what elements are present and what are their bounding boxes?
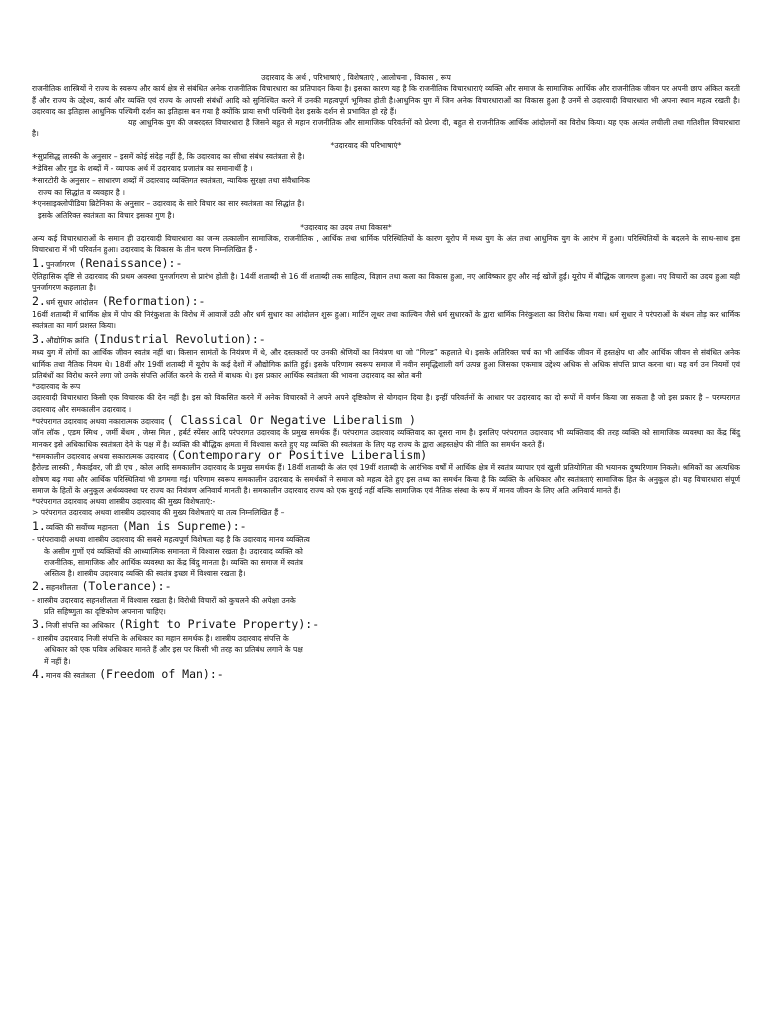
asterisk-icon: * <box>32 163 38 177</box>
asterisk-icon: * <box>32 151 38 165</box>
contemporary-body: हैरोल्ड लास्की , मैकाईवर, जी डी एच , कोल आदि समकालीन उदारवाद के प्रमुख समर्थक हैं। 18वीं शताब्दी के अंत एवं 19वीं शताब्दी के आरंभिक वर्षों में आर्थिक क्षेत्र में स्वतंत्र व्यापार एवं खुली प्रतियोगिता की भयानक दुष्परिणाम निकले। श्रमिकों का अत्यधिक शोषण बढ़ गया और आर्थिक परिस्थितियां भी डगमगा गई। परिणाम स्वरूप समकालीन उदारवाद के समर्थकों ने समाज को महत्व देते हुए इस तथ्य का समर्थन किया है कि व्यक्ति के अधिकार और स्वतंत्रताएं सामाजिक हित के अनुकूल हो। यह विचारधारा संपूर्ण समाज के हितों के अनुकूल अर्थव्यवस्था पर राज्य का नियंत्रण अनिवार्य मानती है। समकालीन उदारवाद राज्य को एक बुराई नहीं बल्कि सामाजिक एवं नैतिक संस्था के रूप में मानव जीवन के लिए अति अनिवार्य मानते हैं। <box>32 463 740 495</box>
feature-heading: 1.व्यक्ति की सर्वोच्च महानता (Man is Supreme):- <box>32 518 247 533</box>
stage-body: 16वीं शताब्दी में धार्मिक क्षेत्र में पोप की निरंकुशता के विरोध में आवाजें उठी और धर्म सुधार का आंदोलन शुरू हुआ। मार्टिन लूथर तथा काल्विन जैसे धर्म सुधारकों के द्वारा धार्मिक निरंकुशता का विरोध किया गया। धर्म सुधार ने परंपराओं के बंधन तोड़ कर धार्मिक स्वतंत्रता का मार्ग प्रशस्त किया। <box>32 310 740 331</box>
feature-line: - शास्त्रीय उदारवाद निजी संपत्ति के अधिकार का महान समर्थक है। शास्त्रीय उदारवाद संपत्ति के <box>32 633 289 643</box>
classical-body: जॉन लॉक , एडम स्मिथ , जर्मी बेंथम , जेम्स मिल , हर्बर्ट स्पेंसर आदि परंपरागत उदारवाद के प्रमुख समर्थक हैं। परंपरागत उदारवाद व्यक्तिवाद का दूसरा नाम है। इसलिए परंपरागत उदारवाद भी व्यक्तिवाद की तरह व्यक्ति को सामाजिक व्यवस्था का केंद्र बिंदु मानकर इसे अधिकाधिक स्वतंत्रता देने के पक्ष में है। व्यक्ति की बौद्धिक क्षमता में विश्वास करते हुए यह व्यक्ति की स्वतंत्रता के लिए यह राज्य के द्वारा अहस्तक्षेप की नीति का समर्थन करते हैं। <box>32 428 740 449</box>
features-heading: *परंपरागत उदारवाद अथवा शास्त्रीय उदारवाद की मुख्य विशेषताएं:- <box>32 497 216 507</box>
stage-section <box>32 333 740 381</box>
feature-line: प्रति सहिष्णुता का दृष्टिकोण अपनाना चाहिए। <box>44 607 166 617</box>
definitions-list <box>32 151 740 222</box>
feature-line: राजनीतिक, सामाजिक और आर्थिक व्यवस्था का केंद्र बिंदु मानता है। व्यक्ति का समाज में स्वतंत्र <box>44 557 303 567</box>
contemporary-heading: *समकालीन उदारवाद अथवा सकारात्मक उदारवाद (Contemporary or Positive Liberalism) <box>32 447 428 462</box>
definition-item: *डेविस और गुड के शब्दों में - व्यापक अर्थ में उदारवाद प्रजातंत्र का समानार्थी है । <box>32 163 253 177</box>
asterisk-icon: * <box>32 198 38 212</box>
feature-line: - परंपरावादी अथवा शास्त्रीय उदारवाद की सबसे महत्वपूर्ण विशेषता यह है कि उदारवाद मानव व्यक्तित्व <box>32 535 310 545</box>
forms-intro: उदारवादी विचारधारा किसी एक विचारक की देन नहीं है। इस को विकसित करने में अनेक विचारकों ने अपने अपने दृष्टिकोण से योगदान दिया है। इन्हीं परिवर्तनों के आधार पर उदारवाद का दो रूपों में वर्णन किया जा सकता है जो इस प्रकार है – परम्परागत उदारवाद और समकालीन उदारवाद । <box>32 393 740 414</box>
definition-continuation: राज्य का सिद्धांत व व्यवहार है । <box>38 188 126 198</box>
feature-section <box>32 520 740 580</box>
intro-paragraph-2: यह आधुनिक युग की जबरदस्त विचारधारा है जिसने बहुत से महान राजनीतिक और सामाजिक परिवर्तनों को प्रेरणा दी, बहुत से राजनीतिक आर्थिक आंदोलनों का विरोध किया। यह एक अत्यंत लचीली तथा गतिशील विचारधारा है। <box>32 118 740 139</box>
feature-heading: 4.मानव की स्वतंत्रता (Freedom of Man):- <box>32 666 224 681</box>
feature-line: - शास्त्रीय उदारवाद सहनशीलता में विश्वास रखता है। विरोधी विचारों को कुचलने की अपेक्षा उनके <box>32 595 296 605</box>
forms-heading: *उदारवाद के रूप <box>32 382 81 392</box>
intro-paragraph-1: राजनीतिक शास्त्रियों ने राज्य के स्वरूप और कार्य क्षेत्र से संबंधित अनेक राजनीतिक विचारधारा का प्रतिपादन किया है। इसका कारण यह है कि राजनीतिक विचारधाराएं व्यक्ति और समाज के सामाजिक आर्थिक और राजनीतिक जीवन पर अपनी छाप अंकित करती हैं और राज्य के उद्देश्य, कार्य और व्यक्ति एवं राज्य के आपसी संबंधों आदि को सुनिश्चित करने में उनकी महत्वपूर्ण भूमिका होती है।आधुनिक युग में जिन अनेक विचारधाराओं का विकास हुआ है उनमें से उदारवादी विचारधारा भी अपना स्थान महत्व रखती है। उदारवाद का इतिहास आधुनिक पश्चिमी दर्शन का इतिहास बन गया है क्योंकि प्रायः सभी पश्चिमी देश इसके दर्शन से प्रभावित हो रहे हैं। <box>32 84 741 116</box>
feature-section <box>32 668 740 683</box>
stage-body: मध्य युग में लोगों का आर्थिक जीवन स्वतंत्र नहीं था। किसान सामंतों के नियंत्रण में थे, और दस्तकारों पर उनकी श्रेणियों का नियंत्रण था जो “गिल्ड” कहलाते थे। इसके अतिरिक्त चर्च का भी आर्थिक जीवन में हस्तक्षेप था और आर्थिक जीवन से संबंधित अनेक धार्मिक तथा नैतिक नियम थे। 18वीं और 19वीं शताब्दी में यूरोप के कई देशों में औद्योगिक क्रांति हुई। इसके परिणाम स्वरूप समाज में नवीन समृद्धिशाली वर्ग उत्पन्न हुआ जिसका एकमात्र उद्देश्य अधिक से अधिक संपत्ति प्राप्त करना था। यह वर्ग उन नियमों एवं प्रतिबंधों का विरोध करने लगा जो उनके संपत्ति अर्जित करने के रास्ते में बाधक थे। इस प्रकार आर्थिक स्वतंत्रता की भावना उदारवाद का स्रोत बनी <box>32 348 740 380</box>
feature-heading: 3.निजी संपत्ति का अधिकार (Right to Private Property):- <box>32 617 320 632</box>
origin-intro: अन्य कई विचारधाराओं के समान ही उदारवादी विचारधारा का जन्म तत्कालीन सामाजिक, राजनीतिक , आर्थिक तथा धार्मिक परिस्थितियों के कारण यूरोप में मध्य युग के अंत तथा आधुनिक युग के आरंभ में हुआ। परिस्थितियों के बदलने के साथ-साथ इस विचारधारा में भी परिवर्तन हुआ। उदारवाद के विकास के तीन चरण निम्नलिखित हैं - <box>32 233 740 255</box>
classical-heading: *परंपरागत उदारवाद अथवा नकारात्मक उदारवाद ( Classical Or Negative Liberalism ) <box>32 413 416 428</box>
definition-continuation: इसके अतिरिक्त स्वतंत्रता का विचार इसका गुण है। <box>38 211 175 221</box>
feature-section <box>32 580 740 617</box>
stage-section <box>32 257 740 294</box>
stage-heading: 2.धर्म सुधार आंदोलन (Reformation):- <box>32 293 206 308</box>
feature-line: में नहीं है। <box>44 656 71 666</box>
definition-item: *सारटोरी के अनुसार – साधारण शब्दों में उदारवाद व्यक्तिगत स्वतंत्रता, न्यायिक सुरक्षा तथा संवैधानिक <box>32 175 310 189</box>
definitions-heading: *उदारवाद की परिभाषाएं* <box>330 140 402 150</box>
definition-item: *सुप्रसिद्ध लास्की के अनुसार – इसमें कोई संदेह नहीं है, कि उदारवाद का सीधा संबंध स्वतंत्रता से है। <box>32 151 305 165</box>
feature-section <box>32 618 740 666</box>
feature-line: अस्तित्व है। शास्त्रीय उदारवाद व्यक्ति की स्वतंत्र इच्छा में विश्वास रखता है। <box>44 569 246 579</box>
feature-line: के असीम गुणों एवं व्यक्तियों की आध्यात्मिक समानता में विश्वास रखता है। उदारवाद व्यक्ति को <box>44 546 303 556</box>
definition-item: *एनसाइक्लोपीडिया ब्रिटेनिका के अनुसार – उदारवाद के सारे विचार का सार स्वतंत्रता का सिद्धांत है। <box>32 198 305 212</box>
document-title: उदारवाद के अर्थ , परिभाषाएं , विशेषताएं , आलोचना , विकास , रूप <box>261 73 451 82</box>
stage-section <box>32 295 740 332</box>
asterisk-icon: * <box>32 175 38 189</box>
stage-heading: 1.पुनर्जागरण (Renaissance):- <box>32 255 183 270</box>
stage-body: ऐतिहासिक दृष्टि से उदारवाद की प्रथम अवस्था पुनर्जागरण से प्रारंभ होती है। 14वीं शताब्दी से 16 वीं शताब्दी तक साहित्य, विज्ञान तथा कला का विकास हुआ, नए आविष्कार हुए और नई खोजें हुईं। यूरोप में बौद्धिक जागरण हुआ। नए विचारों का उदय हुआ यही पुनर्जागरण कहलाता है। <box>32 272 740 293</box>
stage-heading: 3.औद्योगिक क्रांति (Industrial Revolution):- <box>32 331 266 346</box>
origin-heading: *उदारवाद का उदय तथा विकास* <box>300 222 392 232</box>
feature-line: अधिकार को एक पवित्र अधिकार मानते हैं और इस पर किसी भी तरह का प्रतिबंध लगाने के पक्ष <box>44 645 303 655</box>
feature-heading: 2.सहनशीलता (Tolerance):- <box>32 579 172 594</box>
features-intro: > परंपरागत उदारवाद अथवा शास्त्रीय उदारवाद की मुख्य विशेषताएं या तत्व निम्नलिखित हैं – <box>32 508 285 518</box>
